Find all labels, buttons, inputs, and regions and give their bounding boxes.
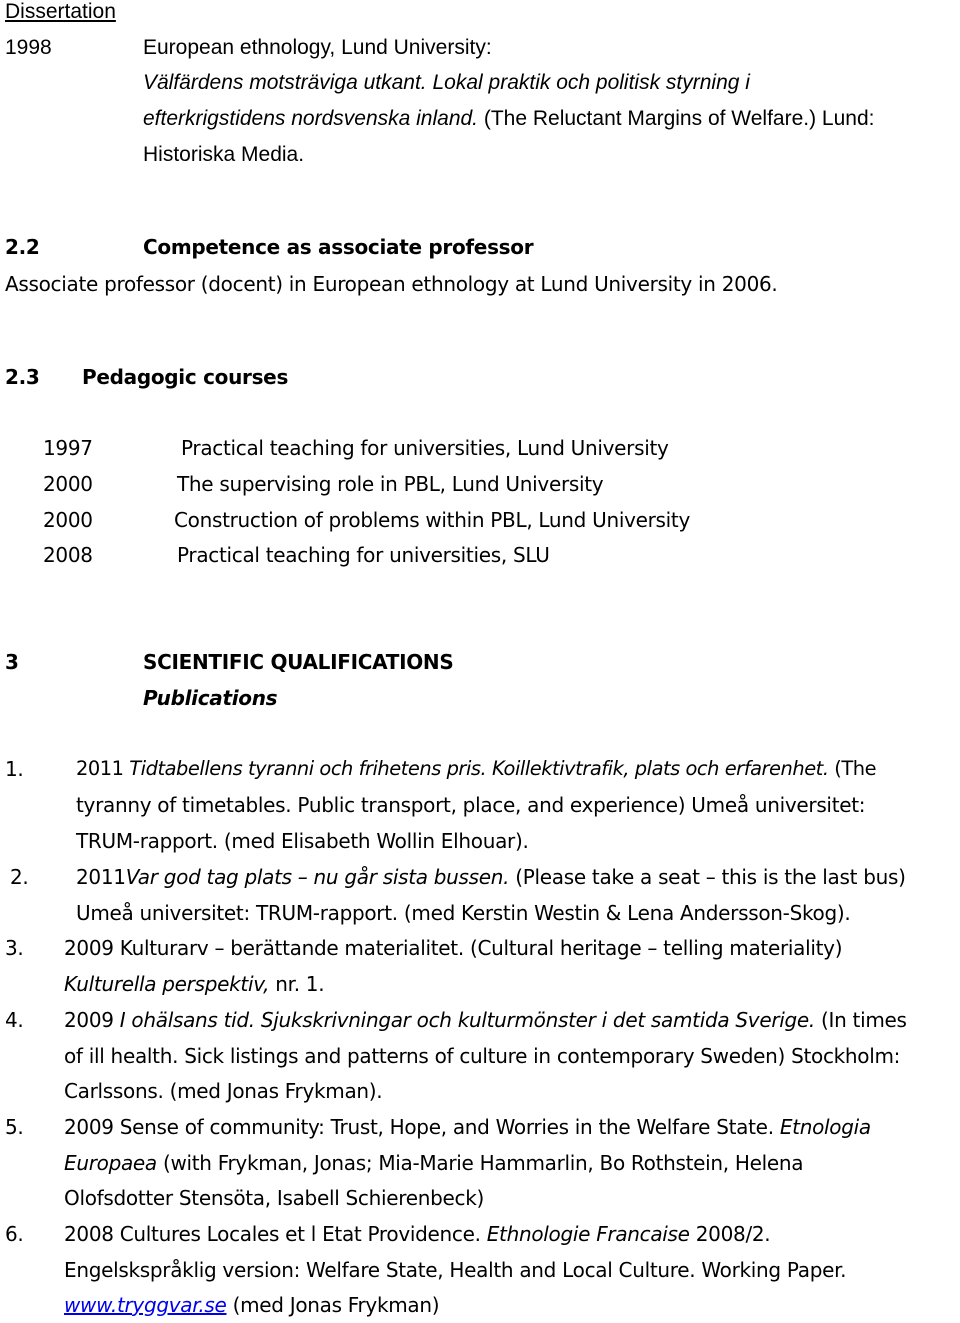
course-text: Practical teaching for universities, SLU xyxy=(177,543,550,567)
publication-4-line-2: of ill health. Sick listings and patterns of culture in contemporary Sweden) Stockholm: xyxy=(64,1044,901,1068)
publication-3-line-2 xyxy=(64,972,324,996)
publication-1-line-3: TRUM-rapport. (med Elisabeth Wollin Elhouar). xyxy=(76,829,529,853)
tryggvar-link[interactable]: www.tryggvar.se xyxy=(64,1293,227,1317)
course-year: 1997 xyxy=(43,436,93,460)
dissertation-publisher: Historiska Media. xyxy=(143,143,305,166)
publication-journal: Kulturella perspektiv, xyxy=(64,972,270,996)
course-year: 2000 xyxy=(43,472,93,496)
publication-2-line-1 xyxy=(76,865,906,889)
publication-year: 2011 xyxy=(76,757,130,780)
dissertation-translation: (The Reluctant Margins of Welfare.) Lund: xyxy=(478,107,875,130)
publication-number: 6. xyxy=(5,1222,24,1246)
dissertation-heading: Dissertation xyxy=(5,0,116,23)
publication-text: 2008/2. xyxy=(689,1222,771,1246)
publication-3-line-1: 2009 Kulturarv – berättande materialitet. (Cultural heritage – telling materiality) xyxy=(64,936,843,960)
publication-title: Var god tag plats – nu går sista bussen. xyxy=(125,865,510,889)
publication-5-line-3: Olofsdotter Stensöta, Isabell Schierenbeck) xyxy=(64,1186,485,1210)
publication-journal: Etnologia xyxy=(779,1115,871,1139)
dissertation-line-1: European ethnology, Lund University: xyxy=(143,36,492,59)
publication-number: 2. xyxy=(10,865,29,889)
publication-text: (The xyxy=(828,757,877,780)
publication-text: nr. 1. xyxy=(269,972,325,996)
publication-journal: Ethnologie Francaise xyxy=(486,1222,690,1246)
publication-text: (In times xyxy=(814,1008,907,1032)
dissertation-line-3 xyxy=(143,107,874,131)
publication-6-line-1 xyxy=(64,1222,770,1246)
course-year: 2000 xyxy=(43,508,93,532)
publication-number: 4. xyxy=(5,1008,24,1032)
publication-text: 2008 Cultures Locales et l Etat Providence. xyxy=(64,1222,487,1246)
publication-title: I ohälsans tid. Sjukskrivningar och kulturmönster i det samtida Sverige. xyxy=(119,1008,815,1032)
publication-4-line-3: Carlssons. (med Jonas Frykman). xyxy=(64,1079,383,1103)
publication-5-line-1 xyxy=(64,1115,871,1139)
course-text: Construction of problems within PBL, Lund University xyxy=(174,508,691,532)
course-text: Practical teaching for universities, Lund University xyxy=(181,436,669,460)
publications-heading: Publications xyxy=(143,686,278,710)
course-year: 2008 xyxy=(43,543,93,567)
publication-6-line-2: Engelskspråklig version: Welfare State, Health and Local Culture. Working Paper. xyxy=(64,1258,847,1282)
publication-4-line-1 xyxy=(64,1008,907,1032)
pedagogic-title: Pedagogic courses xyxy=(82,365,289,389)
scientific-number: 3 xyxy=(5,650,19,674)
publication-number: 3. xyxy=(5,936,24,960)
competence-text: Associate professor (docent) in European ethnology at Lund University in 2006. xyxy=(5,272,778,296)
dissertation-title-line: Välfärdens motsträviga utkant. Lokal praktik och politisk styrning i xyxy=(143,71,750,94)
publication-number: 1. xyxy=(5,757,24,781)
publication-6-line-3 xyxy=(64,1293,439,1317)
competence-number: 2.2 xyxy=(5,235,40,259)
scientific-title: SCIENTIFIC QUALIFICATIONS xyxy=(143,650,454,674)
publication-text: 2009 Sense of community: Trust, Hope, and Worries in the Welfare State. xyxy=(64,1115,780,1139)
publication-year: 2011 xyxy=(76,865,126,889)
publication-year: 2009 xyxy=(64,1008,120,1032)
publication-5-line-2 xyxy=(64,1151,803,1175)
dissertation-year: 1998 xyxy=(5,36,52,59)
course-text: The supervising role in PBL, Lund University xyxy=(177,472,604,496)
dissertation-title-end: efterkrigstidens nordsvenska inland. xyxy=(143,107,479,130)
competence-title: Competence as associate professor xyxy=(143,235,534,259)
publication-text: (Please take a seat – this is the last bus) xyxy=(509,865,906,889)
pedagogic-number: 2.3 xyxy=(5,365,40,389)
publication-text: (med Jonas Frykman) xyxy=(226,1293,440,1317)
publication-2-line-2: Umeå universitet: TRUM-rapport. (med Kerstin Westin & Lena Andersson-Skog). xyxy=(76,901,851,925)
publication-1-line-2: tyranny of timetables. Public transport, place, and experience) Umeå universitet: xyxy=(76,793,866,817)
publication-journal: Europaea xyxy=(64,1151,157,1175)
publication-1-line-1 xyxy=(76,757,876,780)
publication-number: 5. xyxy=(5,1115,24,1139)
publication-title: Tidtabellens tyranni och frihetens pris. Koillektivtrafik, plats och erfarenhet. xyxy=(129,757,829,780)
publication-text: (with Frykman, Jonas; Mia-Marie Hammarlin, Bo Rothstein, Helena xyxy=(156,1151,804,1175)
